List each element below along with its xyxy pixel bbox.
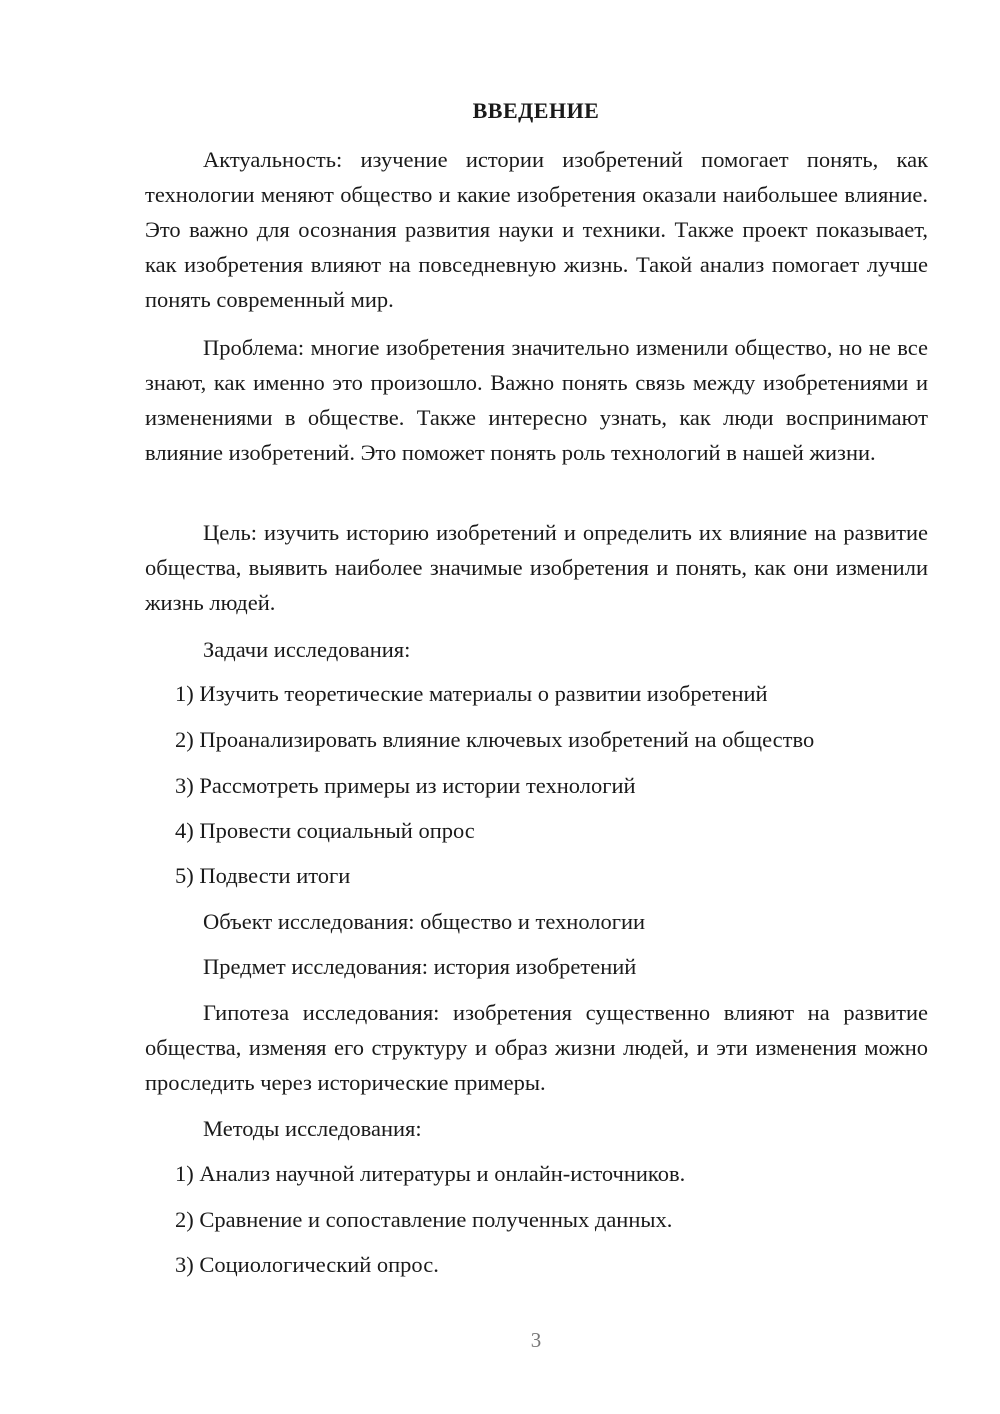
- method-item: 3) Социологический опрос.: [175, 1252, 439, 1277]
- task-item: 5) Подвести итоги: [175, 863, 351, 888]
- methods-heading: Методы исследования:: [203, 1116, 422, 1141]
- goal-paragraph: Цель: изучить историю изобретений и определить их влияние на развитие общества, выявить наиболее значимые изобретения и понять, как они изменили жизнь людей.: [145, 520, 928, 615]
- page-number: 3: [530, 1328, 542, 1352]
- tasks-heading: Задачи исследования:: [203, 637, 411, 662]
- task-item: 2) Проанализировать влияние ключевых изобретений на общество: [175, 727, 815, 752]
- method-item: 2) Сравнение и сопоставление полученных данных.: [175, 1207, 673, 1232]
- research-object: Объект исследования: общество и технологии: [203, 909, 646, 934]
- research-subject: Предмет исследования: история изобретений: [203, 954, 637, 979]
- task-item: 3) Рассмотреть примеры из истории технологий: [175, 773, 636, 798]
- problem-paragraph: Проблема: многие изобретения значительно изменили общество, но не все знают, как именно это произошло. Важно понять связь между изобретениями и изменениями в обществе. Также интересно узнать, как люди воспринимают влияние изобретений. Это поможет понять роль технологий в нашей жизни.: [145, 335, 928, 465]
- hypothesis-paragraph: Гипотеза исследования: изобретения существенно влияют на развитие общества, изменяя его структуру и образ жизни людей, и эти изменения можно проследить через исторические примеры.: [145, 1000, 928, 1095]
- task-item: 4) Провести социальный опрос: [175, 818, 475, 843]
- section-title: ВВЕДЕНИЕ: [472, 98, 600, 123]
- task-item: 1) Изучить теоретические материалы о развитии изобретений: [175, 681, 768, 706]
- relevance-paragraph: Актуальность: изучение истории изобретений помогает понять, как технологии меняют общество и какие изобретения оказали наибольшее влияние. Это важно для осознания развития науки и техники. Также проект показывает, как изобретения влияют на повседневную жизнь. Такой анализ помогает лучше понять современный мир.: [145, 147, 928, 312]
- method-item: 1) Анализ научной литературы и онлайн-источников.: [175, 1161, 686, 1186]
